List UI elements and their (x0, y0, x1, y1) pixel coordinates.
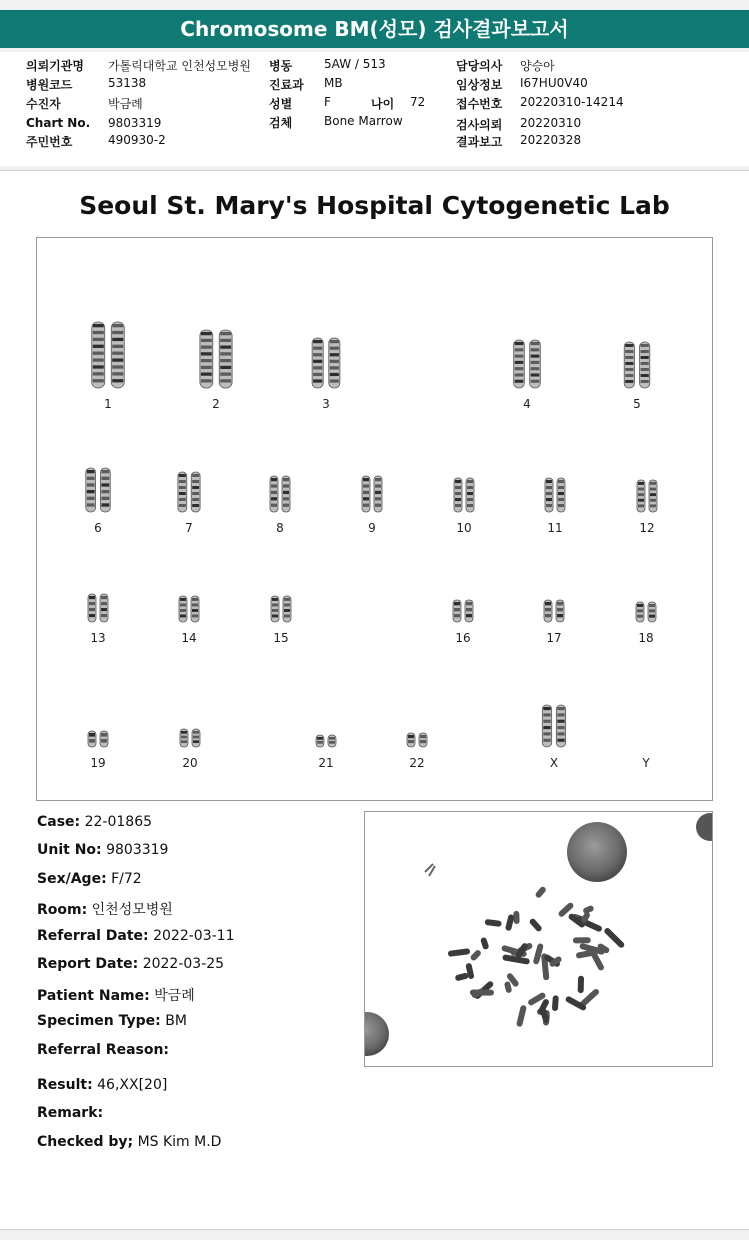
chromosome-label-15: 15 (273, 631, 289, 645)
chromosome-label-17: 17 (546, 631, 562, 645)
info-value-institution: 가톨릭대학교 인천성모병원 (108, 59, 251, 73)
detail-referral-reason (37, 1042, 169, 1058)
chromosome-label-16: 16 (455, 631, 471, 645)
detail-result (37, 1077, 167, 1093)
info-value-specimen: Bone Marrow (324, 114, 403, 128)
metaphase-image (364, 811, 713, 1067)
metaphase-chromosome (534, 886, 547, 899)
metaphase-chromosome (552, 995, 559, 1011)
info-label-chart-no: Chart No. (26, 116, 91, 130)
info-value-report-date: 20220328 (520, 133, 582, 147)
chromosome-label-1: 1 (104, 397, 112, 411)
detail-sex-age-label: Sex/Age: (37, 871, 107, 887)
chromosome-label-6: 6 (94, 521, 102, 535)
chromosome-label-5: 5 (633, 397, 641, 411)
info-label-physician: 담당의사 (456, 59, 503, 73)
report-title: Chromosome BM(성모) 검사결과보고서 (180, 17, 569, 41)
detail-sex-age (37, 871, 142, 887)
info-label-department: 진료과 (269, 78, 304, 92)
detail-unit-no-value: 9803319 (106, 842, 169, 858)
metaphase-chromosome (484, 919, 501, 927)
detail-checked-by-value: MS Kim M.D (137, 1134, 222, 1150)
info-value-clinical-info: I67HU0V40 (520, 76, 588, 90)
detail-specimen-type-label: Specimen Type: (37, 1013, 161, 1029)
detail-patient-name (37, 985, 195, 1005)
detail-referral-date-label: Referral Date: (37, 928, 149, 944)
chromosome-pair-21 (316, 735, 336, 770)
chromosome-label-3: 3 (322, 397, 330, 411)
chromosome-pair-X (542, 705, 565, 770)
metaphase-chromosome (528, 918, 542, 933)
info-value-sex: F (324, 95, 331, 109)
chromosome-label-18: 18 (638, 631, 654, 645)
chromosome-pair-12 (637, 480, 657, 535)
metaphase-chromosome (469, 949, 482, 962)
metaphase-spread-graphic (365, 812, 713, 1067)
info-value-chart-no: 9803319 (108, 116, 162, 130)
chromosome-pair-3 (312, 338, 340, 411)
metaphase-chromosome (505, 914, 515, 931)
metaphase-chromosome (513, 911, 520, 924)
info-value-physician: 양승아 (520, 59, 555, 73)
detail-room (37, 899, 173, 919)
karyogram-graphic (37, 238, 714, 802)
chromosome-label-11: 11 (547, 521, 563, 535)
chromosome-label-21: 21 (318, 756, 334, 770)
metaphase-chromosome (448, 948, 471, 957)
karyogram-panel (36, 237, 713, 801)
info-label-report-date: 결과보고 (456, 135, 503, 149)
chromosome-pair-19 (88, 731, 108, 770)
info-label-ward: 병동 (269, 59, 293, 73)
chromosome-pair-22 (407, 733, 427, 770)
detail-remark-label: Remark: (37, 1105, 104, 1121)
metaphase-chromosome (480, 937, 489, 950)
chromosome-pair-1 (92, 322, 125, 411)
chromosome-pair-14 (179, 596, 199, 645)
detail-referral-date (37, 928, 234, 944)
chromosome-label-2: 2 (212, 397, 220, 411)
metaphase-chromosome (578, 976, 584, 994)
detail-checked-by (37, 1134, 221, 1150)
chromosome-pair-15 (271, 596, 291, 645)
patient-info-panel (0, 52, 749, 166)
chromosome-pair-18 (636, 602, 656, 645)
nucleus-bottom-left (365, 1012, 389, 1056)
info-label-clinical-info: 임상정보 (456, 78, 503, 92)
chromosome-pair-5 (624, 342, 650, 411)
info-label-institution: 의뢰기관명 (26, 59, 84, 73)
metaphase-chromosome (455, 972, 469, 981)
chromosome-pair-20 (180, 729, 200, 770)
chromosome-label-14: 14 (181, 631, 197, 645)
chromosome-label-20: 20 (182, 756, 198, 770)
detail-sex-age-value: F/72 (111, 871, 142, 887)
detail-unit-no (37, 842, 168, 858)
info-label-patient: 수진자 (26, 97, 61, 111)
metaphase-chromosome (603, 927, 625, 949)
detail-result-value: 46,XX[20] (97, 1077, 168, 1093)
detail-room-value: 인천성모병원 (91, 902, 173, 918)
info-value-department: MB (324, 76, 343, 90)
detail-room-label: Room: (37, 902, 88, 918)
detail-specimen-type-value: BM (165, 1013, 187, 1029)
chromosome-label-9: 9 (368, 521, 376, 535)
nucleus-top (567, 822, 627, 882)
chromosome-label-12: 12 (639, 521, 655, 535)
chromosome-label-22: 22 (409, 756, 425, 770)
detail-referral-date-value: 2022-03-11 (153, 928, 235, 944)
info-value-age: 72 (410, 95, 426, 109)
chromosome-pair-7 (178, 472, 200, 535)
chromosome-pair-16 (453, 600, 473, 645)
info-label-specimen: 검체 (269, 116, 293, 130)
chromosome-pair-9 (362, 476, 382, 535)
detail-remark (37, 1105, 103, 1121)
detail-case-value: 22-01865 (84, 814, 153, 830)
info-value-receipt-no: 20220310-14214 (520, 95, 624, 109)
chromosome-pair-11 (545, 478, 565, 535)
chromosome-label-4: 4 (523, 397, 531, 411)
karyotype-report (0, 170, 749, 1230)
chromosome-pair-8 (270, 476, 290, 535)
chromosome-label-10: 10 (456, 521, 472, 535)
chromosome-label-X: X (549, 756, 559, 770)
chromosome-pair-17 (544, 600, 564, 645)
detail-patient-name-value: 박금례 (154, 988, 195, 1004)
info-label-hospital-code: 병원코드 (26, 78, 73, 92)
detail-case (37, 814, 152, 830)
info-label-sex: 성별 (269, 97, 293, 111)
chromosome-label-13: 13 (90, 631, 106, 645)
detail-report-date-label: Report Date: (37, 956, 139, 972)
detail-result-label: Result: (37, 1077, 93, 1093)
info-value-hospital-code: 53138 (108, 76, 147, 90)
detail-checked-by-label: Checked by; (37, 1134, 134, 1150)
chromosome-label-8: 8 (276, 521, 284, 535)
info-value-ward: 5AW / 513 (324, 57, 386, 71)
metaphase-chromosome (573, 937, 591, 943)
info-value-request-date: 20220310 (520, 116, 582, 130)
detail-case-label: Case: (37, 814, 81, 830)
chromosome-label-Y: Y (642, 756, 650, 770)
chromosome-pair-2 (200, 330, 232, 411)
info-label-request-date: 검사의뢰 (456, 118, 503, 132)
chromosome-pair-10 (454, 478, 474, 535)
chromosome-label-7: 7 (185, 521, 193, 535)
info-value-resident-no: 490930-2 (108, 133, 166, 147)
debris (425, 864, 435, 876)
chromosome-label-19: 19 (90, 756, 106, 770)
chromosome-pair-6 (86, 468, 110, 535)
report-header (0, 10, 749, 48)
metaphase-chromosome (516, 1005, 527, 1028)
metaphase-chromosomes (448, 886, 626, 1028)
detail-report-date (37, 956, 224, 972)
detail-unit-no-label: Unit No: (37, 842, 102, 858)
chromosome-pair-Y (641, 756, 650, 770)
info-label-receipt-no: 접수번호 (456, 97, 503, 111)
info-value-patient: 박금례 (108, 97, 143, 111)
chromosome-pair-13 (88, 594, 108, 645)
metaphase-chromosome (504, 981, 512, 994)
lab-title: Seoul St. Mary's Hospital Cytogenetic Lab (79, 191, 670, 220)
info-label-age: 나이 (371, 97, 395, 111)
nucleus-corner (696, 813, 713, 841)
detail-referral-reason-label: Referral Reason: (37, 1042, 170, 1058)
detail-report-date-value: 2022-03-25 (142, 956, 225, 972)
detail-patient-name-label: Patient Name: (37, 988, 150, 1004)
chromosome-pair-4 (514, 340, 541, 411)
detail-specimen-type (37, 1013, 187, 1029)
info-label-resident-no: 주민번호 (26, 135, 73, 149)
